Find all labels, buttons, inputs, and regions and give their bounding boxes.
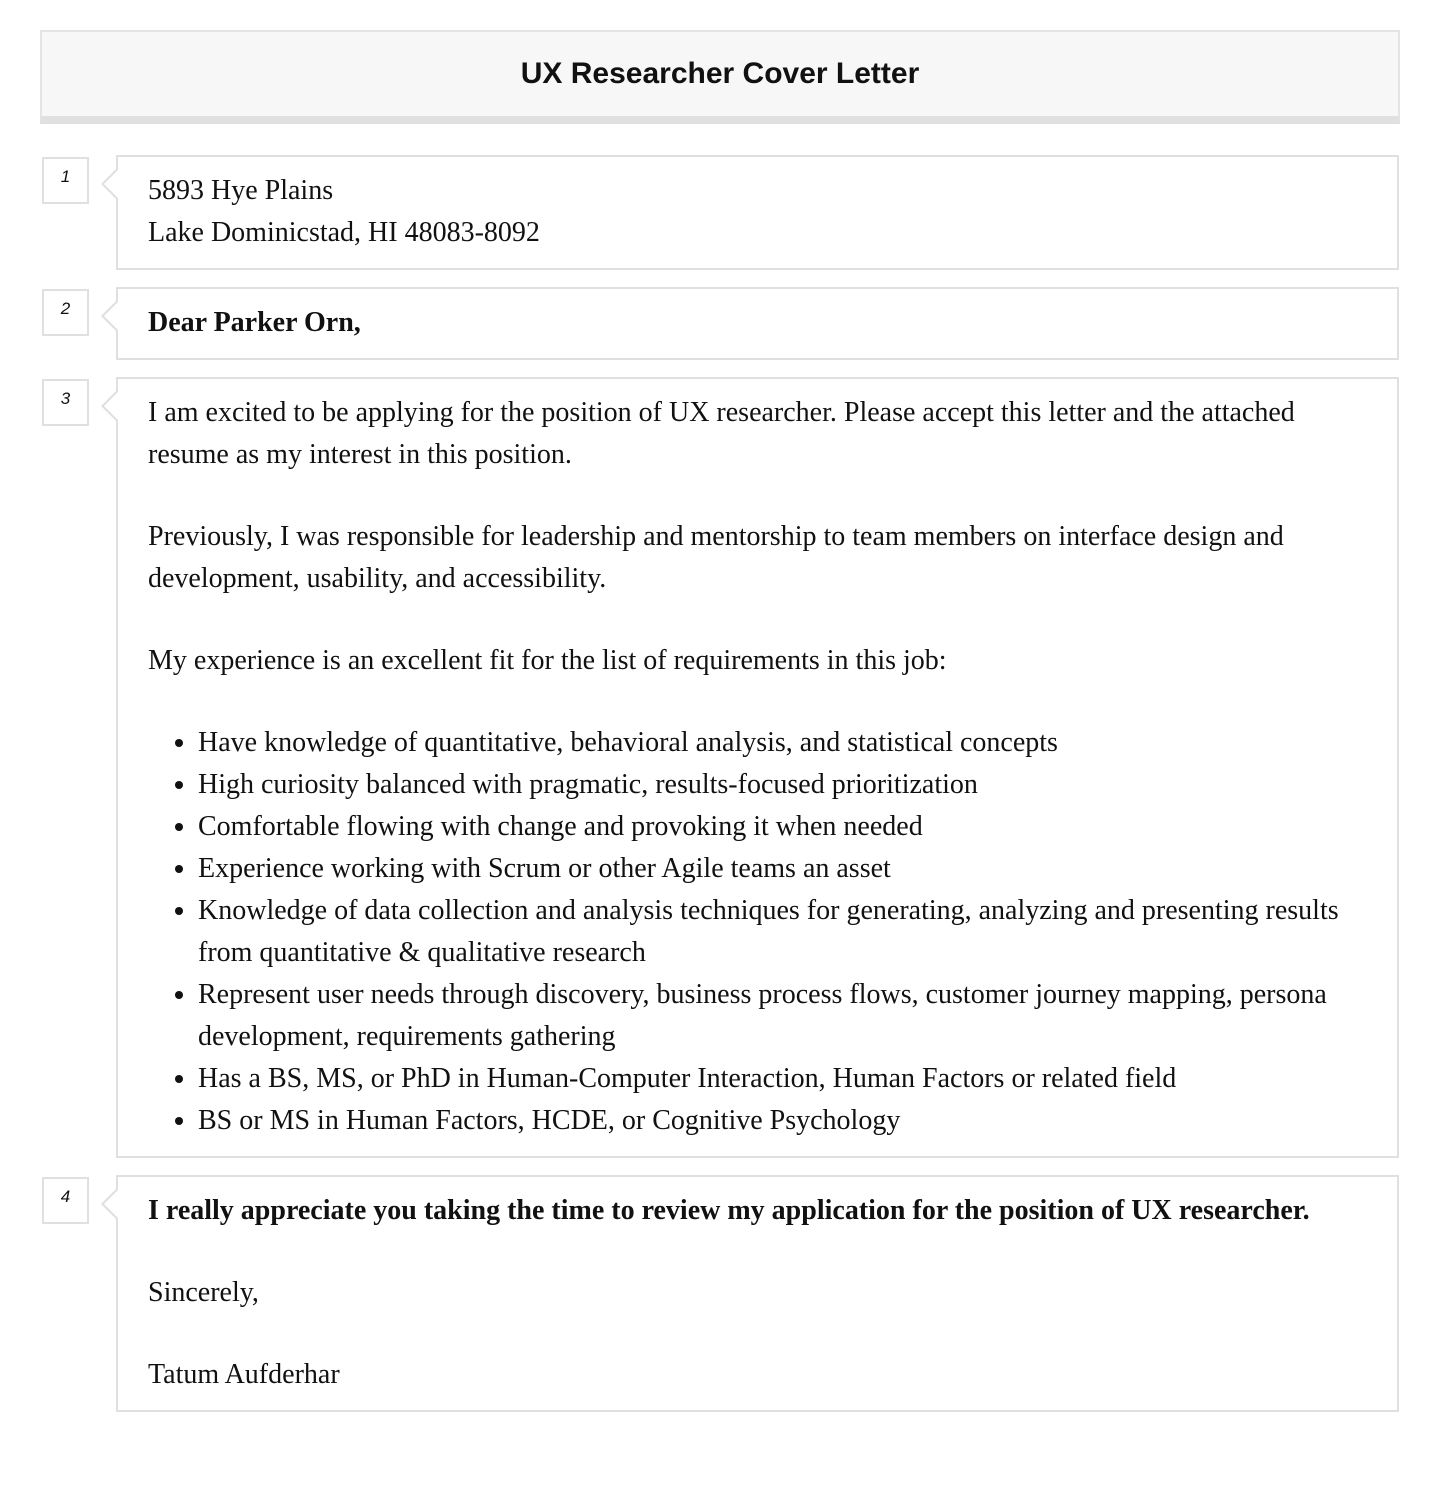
page-title: UX Researcher Cover Letter bbox=[520, 57, 920, 90]
section-number: 2 bbox=[42, 289, 89, 336]
signoff: Sincerely, bbox=[148, 1277, 259, 1308]
document-header bbox=[40, 30, 1400, 124]
section-closing bbox=[0, 1175, 1440, 1412]
paragraph: I am excited to be applying for the position of UX researcher. Please accept this letter and the attached resume as my interest in this position. bbox=[148, 397, 1295, 470]
closing-paragraph: I really appreciate you taking the time to review my application for the position of UX researcher. bbox=[148, 1195, 1310, 1226]
list-item: • Have knowledge of quantitative, behavioral analysis, and statistical concepts bbox=[198, 722, 1367, 764]
section-number: 1 bbox=[42, 157, 89, 204]
list-item: • Knowledge of data collection and analysis techniques for generating, analyzing and presenting results from quantitative & qualitative research bbox=[198, 890, 1367, 974]
list-item: • Comfortable flowing with change and provoking it when needed bbox=[198, 806, 1367, 848]
list-item: • High curiosity balanced with pragmatic, results-focused prioritization bbox=[198, 764, 1367, 806]
list-item: • BS or MS in Human Factors, HCDE, or Cognitive Psychology bbox=[198, 1100, 1367, 1142]
section-panel bbox=[116, 155, 1399, 270]
letter-sections bbox=[0, 155, 1440, 1429]
section-number: 4 bbox=[42, 1177, 89, 1224]
section-body bbox=[0, 377, 1440, 1158]
section-number: 3 bbox=[42, 379, 89, 426]
signature-name: Tatum Aufderhar bbox=[148, 1359, 340, 1390]
list-item: • Has a BS, MS, or PhD in Human-Computer Interaction, Human Factors or related field bbox=[198, 1058, 1367, 1100]
section-panel bbox=[116, 377, 1399, 1158]
address-line: 5893 Hye Plains bbox=[148, 175, 334, 206]
greeting: Dear Parker Orn, bbox=[148, 307, 361, 338]
paragraph: Previously, I was responsible for leadership and mentorship to team members on interface design and development, usability, and accessibility. bbox=[148, 521, 1284, 594]
section-greeting bbox=[0, 287, 1440, 360]
paragraph: My experience is an excellent fit for the list of requirements in this job: bbox=[148, 645, 947, 676]
list-item: • Represent user needs through discovery, business process flows, customer journey mapping, persona development, requirements gathering bbox=[198, 974, 1367, 1058]
section-panel bbox=[116, 287, 1399, 360]
section-panel bbox=[116, 1175, 1399, 1412]
address-line: Lake Dominicstad, HI 48083-8092 bbox=[148, 217, 540, 248]
requirements-list bbox=[148, 722, 1367, 1142]
list-item: • Experience working with Scrum or other Agile teams an asset bbox=[198, 848, 1367, 890]
section-address bbox=[0, 155, 1440, 270]
